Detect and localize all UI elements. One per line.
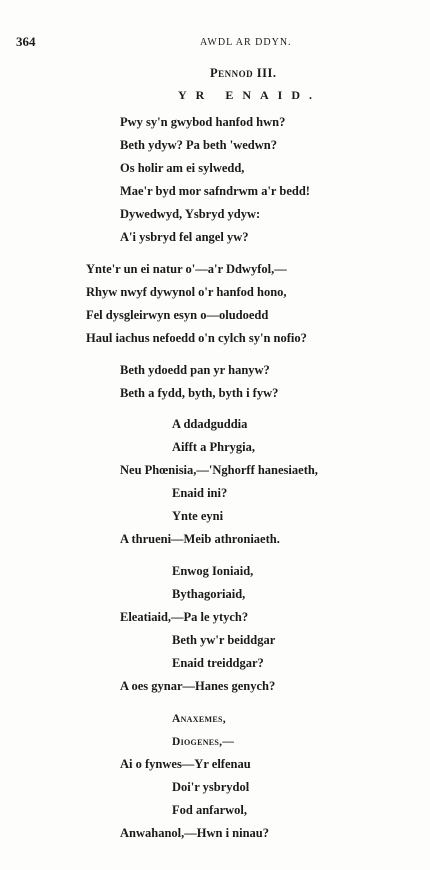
poem-line: Aifft a Phrygia, [172,440,255,454]
poem-line: Os holir am ei sylwedd, [120,161,245,175]
poem-line: Beth yw'r beiddgar [172,633,276,647]
poem-line: Beth ydyw? Pa beth 'wedwn? [120,138,277,152]
chapter-heading: Pennod III. [210,66,277,80]
poem-line: Fod anfarwol, [172,803,247,817]
poem-line: A oes gynar—Hanes genych? [120,679,276,693]
poem-line: Eleatiaid,—Pa le ytych? [120,610,249,624]
poem-line: A thrueni—Meib athroniaeth. [120,532,280,546]
poem-line: A ddadguddia [172,417,248,431]
poem-line: Ai o fynwes—Yr elfenau [120,757,251,771]
running-head: AWDL AR DDYN. [200,37,292,48]
poem-line: Rhyw nwyf dywynol o'r hanfod hono, [86,285,287,299]
poem-line: Neu Phœnisia,—'Nghorff hanesiaeth, [120,463,318,477]
poem-line: Pwy sy'n gwybod hanfod hwn? [120,115,286,129]
poem-line: Mae'r byd mor safndrwm a'r bedd! [120,184,310,198]
poem-line: Fel dysgleirwyn esyn o—oludoedd [86,308,269,322]
poem-line: Bythagoriaid, [172,587,246,601]
poem-line: Anaxemes, [172,713,226,725]
poem-line: Beth ydoedd pan yr hanyw? [120,363,270,377]
poem-line: Dywedwyd, Ysbryd ydyw: [120,207,261,221]
poem-line: Anwahanol,—Hwn i ninau? [120,826,270,840]
poem-line: Ynte eyni [172,509,224,523]
poem-line: Enaid ini? [172,486,228,500]
poem-line: Ynte'r un ei natur o'—a'r Ddwyfol,— [86,262,287,276]
page-number: 364 [16,34,36,49]
poem-line: Haul iachus nefoedd o'n cylch sy'n nofio? [86,331,307,345]
section-title: YR ENAID. [178,88,322,102]
poem-line: Doi'r ysbrydol [172,780,250,794]
poem-line: Enwog Ioniaid, [172,564,254,578]
poem-line: A'i ysbryd fel angel yw? [120,230,249,244]
poem-line: Enaid treiddgar? [172,656,264,670]
poem-line: Beth a fydd, byth, byth i fyw? [120,386,279,400]
poem-line: Diogenes,— [172,736,235,748]
